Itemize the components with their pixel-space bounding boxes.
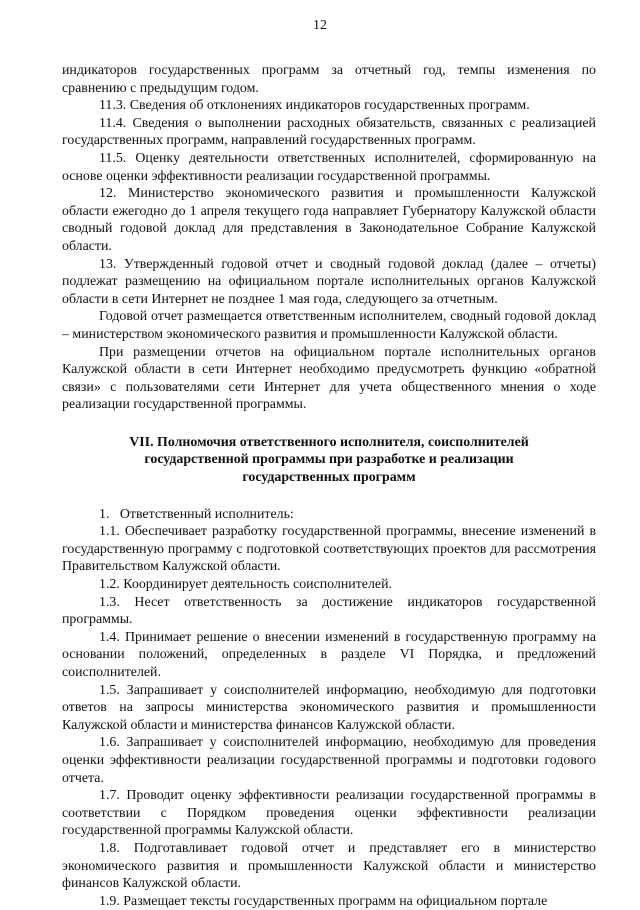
paragraphs-after	[62, 506, 596, 910]
paragraph: 11.5. Оценку деятельности ответственных исполнителей, сформированную на основе оценки эффективности реализации государственной программы.	[62, 150, 596, 184]
paragraph: 1.4. Принимает решение о внесении изменений в государственную программу на основании положений, определенных в разделе VI Порядка, и предложений соисполнителей.	[62, 629, 596, 680]
paragraph: 1. Ответственный исполнитель:	[99, 506, 294, 522]
paragraph: 1.6. Запрашивает у соисполнителей информацию, необходимую для проведения оценки эффективности реализации государственной программы и подготовки годового отчета.	[62, 735, 596, 786]
paragraph: 13. Утвержденный годовой отчет и сводный годовой доклад (далее – отчеты) подлежат размещению на официальном портале исполнительных органов Калужской области в сети Интернет не позднее 1 мая года, следующего за отчетным.	[62, 256, 596, 307]
paragraph: 1.2. Координирует деятельность соисполнителей.	[99, 577, 392, 593]
paragraph: 1.5. Запрашивает у соисполнителей информацию, необходимую для подготовки ответов на запросы министерства экономического развития и промышленности Калужской области и министерства финансов Калужской области.	[62, 682, 596, 733]
paragraph: 1.9. Размещает тексты государственных программ на официальном портале	[99, 893, 548, 909]
paragraph: 1.3. Несет ответственность за достижение индикаторов государственной программы.	[62, 594, 596, 628]
section-heading-line: VII. Полномочия ответственного исполнителя, соисполнителей	[129, 434, 529, 450]
document-body	[62, 62, 596, 910]
paragraph: 1.8. Подготавливает годовой отчет и представляет его в министерство экономического развития и промышленности Калужской области и министерство финансов Калужской области.	[62, 840, 596, 892]
section-heading	[62, 434, 596, 487]
paragraph: 11.3. Сведения об отклонениях индикаторов государственных программ.	[99, 98, 530, 114]
paragraph: индикаторов государственных программ за отчетный год, темпы изменения по сравнению с предыдущим годом.	[62, 63, 596, 96]
paragraph: 11.4. Сведения о выполнении расходных обязательств, связанных с реализацией государственных программ, направлений государственных программ.	[62, 115, 596, 149]
section-heading-line: государственной программы при разработке и реализации	[144, 452, 514, 468]
page-number: 12	[313, 18, 327, 33]
paragraph: При размещении отчетов на официальном портале исполнительных органов Калужской области в сети Интернет необходимо предусмотреть функцию «обратной связи» с пользователями сети Интернет для учета общественного мнения о ходе реализации государственной программы.	[62, 344, 596, 413]
paragraph: 12. Министерство экономического развития и промышленности Калужской области ежегодно до 1 апреля текущего года направляет Губернатору Калужской области сводный годовой доклад для представления в Законодательное Собрание Калужской области.	[62, 186, 596, 254]
paragraph: 1.7. Проводит оценку эффективности реализации государственной программы в соответствии с Порядком проведения оценки эффективности реализации государственной программы Калужской области.	[62, 788, 596, 839]
paragraphs-before	[62, 62, 596, 414]
paragraph: 1.1. Обеспечивает разработку государственной программы, внесение изменений в государственную программу с подготовкой соответствующих проектов для рассмотрения Правительством Калужской области.	[62, 524, 596, 575]
section-heading-line: государственных программ	[242, 470, 416, 486]
paragraph: Годовой отчет размещается ответственным исполнителем, сводный годовой доклад – министерством экономического развития и промышленности Калужской области.	[62, 309, 596, 342]
